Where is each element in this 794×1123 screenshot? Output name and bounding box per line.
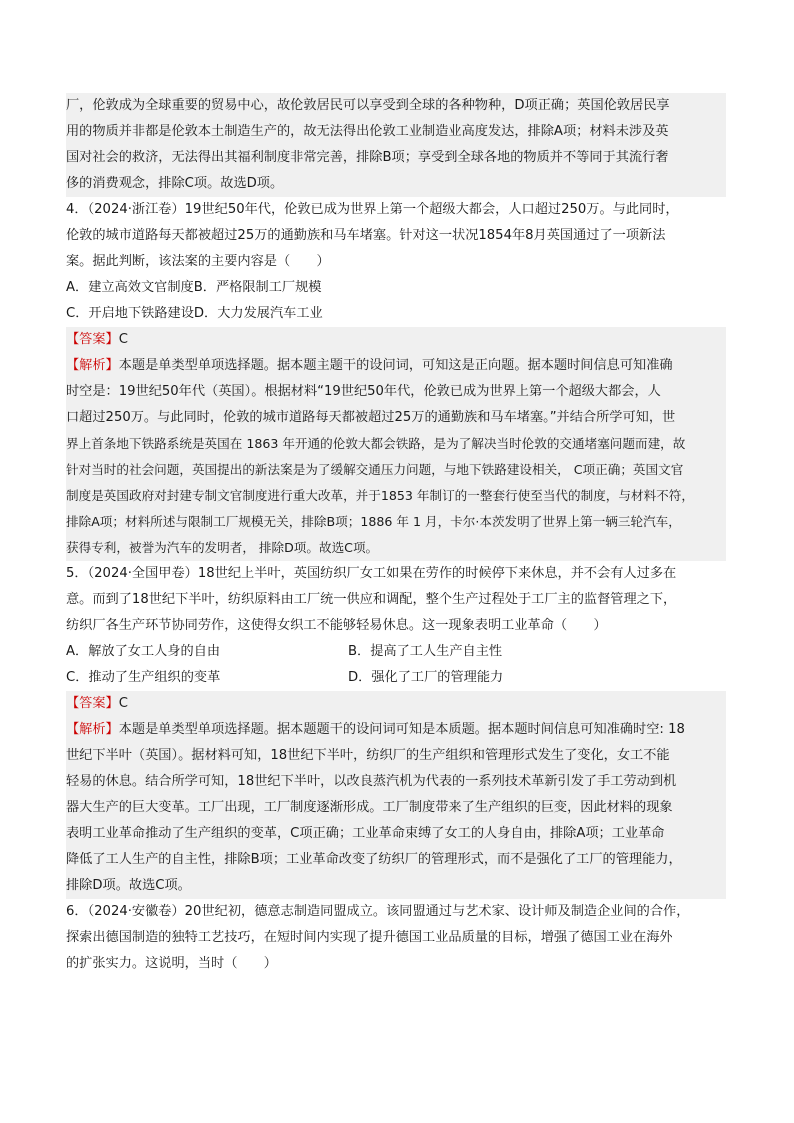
- q4-analysis-line: 时空是：19世纪50年代（英国）。根据材料“19世纪50年代，伦敦已成为世界上第一个超级大都会，人: [66, 379, 726, 405]
- q5-stem-line: 纺织厂各生产环节协同劳作，这使得女织工不能够轻易休息。这一现象表明工业革命（ ）: [66, 618, 607, 633]
- q5-analysis-line: 世纪下半叶（英国）。据材料可知，18世纪下半叶，纺织厂的生产组织和管理形式发生了变化，女工不能: [66, 743, 726, 769]
- q4-stem-line: 伦敦的城市道路每天都被超过25万的通勤族和马车堵塞。针对这一状况1854年8月英国通过了一项新法: [66, 228, 666, 243]
- q5-option-b: B．提高了工人生产自主性: [348, 644, 503, 659]
- q5-answer: [66, 691, 726, 717]
- q4-analysis-line: 口超过250万。与此同时，伦敦的城市道路每天都被超过25万的通勤族和马车堵塞。”并结合所学可知，世: [66, 405, 726, 431]
- answer-value: C: [118, 332, 128, 347]
- q4-analysis-line: 排除A项；材料所述与限制工厂规模无关，排除B项；1886 年 1 月，卡尔·本茨发明了世界上第一辆三轮汽车，: [66, 509, 726, 535]
- q5-analysis-line: [66, 717, 726, 743]
- q5-option-c: C．推动了生产组织的变革: [66, 670, 221, 685]
- q6-stem-line: 6．（2024·安徽卷）20世纪初，德意志制造同盟成立。该同盟通过与艺术家、设计师及制造企业间的合作，: [66, 904, 690, 919]
- q5-option-row: [66, 665, 726, 691]
- q5-option-row: [66, 639, 726, 665]
- q6-stem-line: 的扩张实力。这说明，当时（ ）: [66, 956, 277, 971]
- q3-analysis-line: 厂，伦敦成为全球重要的贸易中心，故伦敦居民可以享受到全球的各种物种，D项正确；英国伦敦居民享: [66, 93, 726, 119]
- q5-analysis-line: 轻易的休息。结合所学可知，18世纪下半叶，以改良蒸汽机为代表的一系列技术革新引发了手工劳动到机: [66, 769, 726, 795]
- answer-tag: 【答案】: [66, 696, 119, 711]
- q4-answer: [66, 327, 726, 353]
- answer-value: C: [118, 696, 128, 711]
- q4-option-line: C．开启地下铁路建设D．大力发展汽车工业: [66, 306, 323, 321]
- q5-option-a: A．解放了女工人身的自由: [66, 644, 221, 659]
- q5-analysis-line: 表明工业革命推动了生产组织的变革，C项正确；工业革命束缚了女工的人身自由，排除A项；工业革命: [66, 821, 726, 847]
- analysis-tag: 【解析】: [66, 358, 119, 373]
- analysis-tag: 【解析】: [66, 722, 119, 737]
- q5-stem-line: 5．（2024·全国甲卷）18世纪上半叶，英国纺织厂女工如果在劳作的时候停下来休息，并不会有人过多在: [66, 566, 677, 581]
- analysis-text: 本题是单类型单项选择题。据本题题干的设问词可知是本质题。据本题时间信息可知准确时空: 18: [118, 722, 685, 737]
- q4-analysis-line: [66, 353, 726, 379]
- q4-analysis-line: 制度是英国政府对封建专制文官制度进行重大改革，并于1853 年制订的一整套行使至当代的制度，与材料不符，: [66, 483, 726, 509]
- q4-stem-line: 4．（2024·浙江卷）19世纪50年代，伦敦已成为世界上第一个超级大都会，人口超过250万。与此同时，: [66, 202, 679, 217]
- analysis-text: 本题是单类型单项选择题。据本题主题干的设问词，可知这是正向题。据本题时间信息可知准确: [118, 358, 673, 373]
- q5-analysis-line: 排除D项。故选C项。: [66, 873, 726, 899]
- q5-stem-line: 意。而到了18世纪下半叶，纺织原料由工厂统一供应和调配，整个生产过程处于工厂主的监督管理之下，: [66, 592, 677, 607]
- document-body: [66, 93, 726, 977]
- q4-stem-line: 案。据此判断，该法案的主要内容是（ ）: [66, 254, 330, 269]
- q5-analysis-line: 降低了工人生产的自主性，排除B项；工业革命改变了纺织厂的管理形式，而不是强化了工厂的管理能力，: [66, 847, 726, 873]
- q3-analysis-line: 用的物质并非都是伦敦本土制造生产的，故无法得出伦敦工业制造业高度发达，排除A项；材料未涉及英: [66, 119, 726, 145]
- q3-analysis-line: 国对社会的救济，无法得出其福利制度非常完善，排除B项；享受到全球各地的物质并不等同于其流行奢: [66, 145, 726, 171]
- q6-stem-line: 探索出德国制造的独特工艺技巧，在短时间内实现了提升德国工业品质量的目标，增强了德国工业在海外: [66, 930, 673, 945]
- q5-analysis-line: 器大生产的巨大变革。工厂出现，工厂制度逐渐形成。工厂制度带来了生产组织的巨变，因此材料的现象: [66, 795, 726, 821]
- answer-tag: 【答案】: [66, 332, 119, 347]
- q3-analysis-line: 侈的消费观念，排除C项。故选D项。: [66, 171, 726, 197]
- q4-option-line: A．建立高效文官制度B．严格限制工厂规模: [66, 280, 322, 295]
- q4-analysis-line: 界上首条地下铁路系统是英国在 1863 年开通的伦敦大都会铁路，是为了解决当时伦敦的交通堵塞问题而建，故: [66, 431, 726, 457]
- q4-analysis-line: 针对当时的社会问题，英国提出的新法案是为了缓解交通压力问题，与地下铁路建设相关， C项正确；英国文官: [66, 457, 726, 483]
- q5-option-d: D．强化了工厂的管理能力: [348, 670, 504, 685]
- q4-analysis-line: 获得专利，被誉为汽车的发明者， 排除D项。故选C项。: [66, 535, 726, 561]
